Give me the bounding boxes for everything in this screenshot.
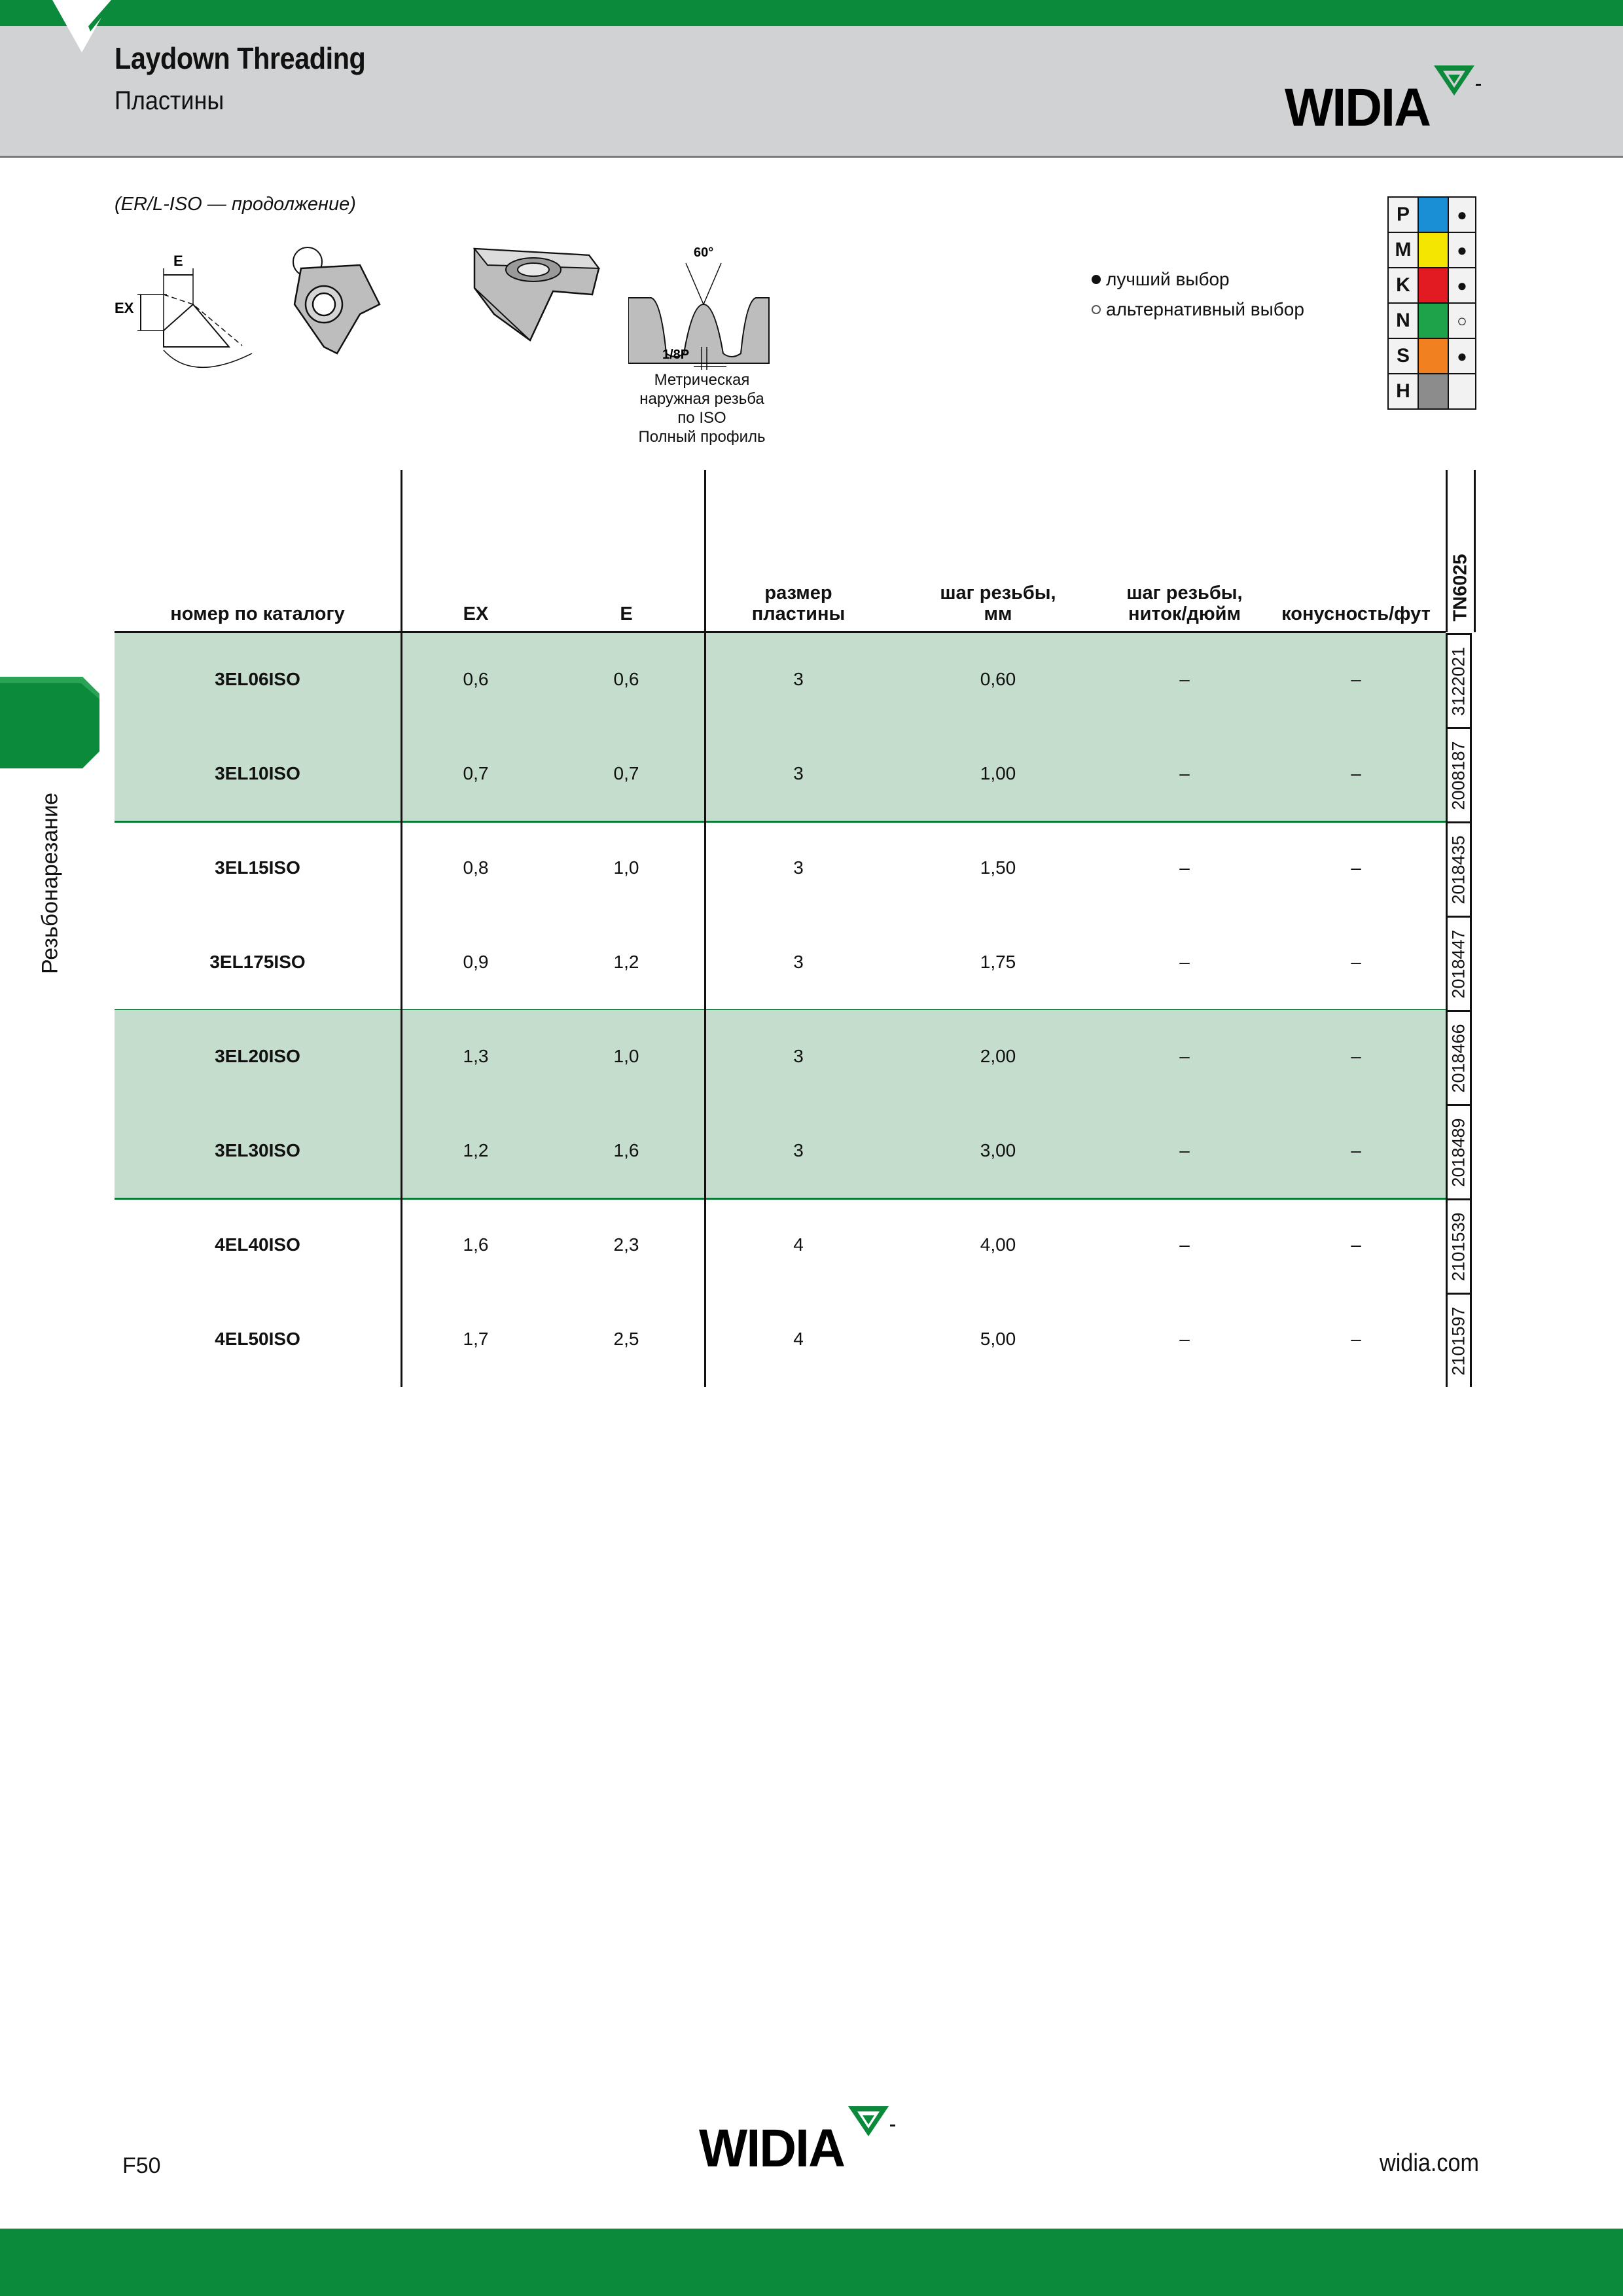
material-suitability-mark: ○ — [1448, 303, 1476, 338]
table-row — [115, 916, 1446, 1010]
cell-pitch-mm: 3,00 — [980, 1140, 1016, 1160]
cell-insert-size: 3 — [793, 1140, 804, 1160]
cell-pitch-tpi: – — [1179, 1234, 1190, 1255]
header-pitch-mm: шаг резьбы, мм — [940, 583, 1056, 624]
legend-alternative: альтернативный выбор — [1092, 295, 1304, 325]
legend — [1092, 264, 1304, 325]
cell-taper: – — [1351, 1329, 1361, 1349]
table-row — [115, 821, 1446, 916]
cell-e: 0,7 — [613, 763, 639, 783]
page-number: F50 — [122, 2153, 161, 2178]
caption-line: Метрическая — [654, 371, 750, 389]
material-row — [1388, 197, 1476, 232]
cell-insert-size: 4 — [793, 1329, 804, 1349]
cell-insert-size: 3 — [793, 763, 804, 783]
insert-top-view-icon — [288, 242, 393, 360]
material-row — [1388, 268, 1476, 303]
cell-ex: 0,6 — [463, 669, 489, 689]
cell-taper: – — [1351, 857, 1361, 878]
cell-pitch-tpi: – — [1179, 669, 1190, 689]
filled-dot-icon — [1092, 275, 1101, 284]
widia-footer-logo — [699, 2106, 895, 2178]
caption-line: наружная резьба — [639, 390, 764, 408]
table-row — [115, 727, 1446, 821]
material-letter: N — [1388, 303, 1418, 338]
order-code: 2018447 — [1448, 929, 1469, 999]
cell-taper: – — [1351, 669, 1361, 689]
cell-taper: – — [1351, 1046, 1361, 1066]
material-letter: K — [1388, 268, 1418, 303]
insert-3d-view-icon — [468, 242, 605, 347]
material-letter: M — [1388, 232, 1418, 268]
caption-line: по ISO — [677, 409, 726, 427]
header-ex: EX — [463, 603, 489, 624]
cell-pitch-mm: 2,00 — [980, 1046, 1016, 1066]
material-letter: S — [1388, 338, 1418, 374]
cell-e: 2,3 — [613, 1234, 639, 1255]
ex-e-dimension-diagram — [111, 242, 262, 386]
order-code-cell — [1446, 727, 1472, 821]
order-code-cell — [1446, 1104, 1472, 1198]
cell-catalog: 3EL20ISO — [215, 1046, 300, 1066]
cell-ex: 0,9 — [463, 952, 489, 972]
svg-text:EX: EX — [115, 300, 134, 316]
cell-ex: 0,8 — [463, 857, 489, 878]
material-suitability-mark: ● — [1448, 232, 1476, 268]
table-row — [115, 633, 1446, 727]
cell-catalog: 4EL50ISO — [215, 1329, 300, 1349]
top-green-bar — [0, 0, 1623, 26]
cell-pitch-mm: 1,50 — [980, 857, 1016, 878]
cell-catalog: 3EL30ISO — [215, 1140, 300, 1160]
svg-text:WIDIA: WIDIA — [1285, 78, 1431, 137]
material-suitability-mark: ● — [1448, 268, 1476, 303]
cell-pitch-mm: 5,00 — [980, 1329, 1016, 1349]
header-e: E — [620, 603, 633, 624]
cell-e: 2,5 — [613, 1329, 639, 1349]
order-code: 2101597 — [1448, 1306, 1469, 1376]
cell-catalog: 3EL06ISO — [215, 669, 300, 689]
grade-label: TN6025 — [1450, 554, 1471, 622]
svg-text:E: E — [173, 253, 183, 269]
order-code: 2008187 — [1448, 740, 1469, 810]
material-row — [1388, 338, 1476, 374]
cell-taper: – — [1351, 1140, 1361, 1160]
cell-catalog: 3EL175ISO — [209, 952, 306, 972]
cell-insert-size: 4 — [793, 1234, 804, 1255]
cell-pitch-tpi: – — [1179, 1329, 1190, 1349]
svg-text:60°: 60° — [694, 245, 714, 260]
material-color-swatch — [1418, 197, 1448, 232]
material-color-swatch — [1418, 338, 1448, 374]
cell-pitch-tpi: – — [1179, 952, 1190, 972]
material-letter: H — [1388, 374, 1418, 409]
cell-ex: 1,3 — [463, 1046, 489, 1066]
svg-text:WIDIA: WIDIA — [699, 2119, 845, 2178]
table-row — [115, 1104, 1446, 1198]
order-code: 2018435 — [1448, 834, 1469, 905]
order-code-cell — [1446, 916, 1472, 1010]
cell-pitch-mm: 1,75 — [980, 952, 1016, 972]
cell-e: 1,2 — [613, 952, 639, 972]
table-body — [115, 633, 1476, 1387]
cell-insert-size: 3 — [793, 857, 804, 878]
caption-line: Полный профиль — [638, 428, 766, 446]
cell-insert-size: 3 — [793, 1046, 804, 1066]
order-code-cell — [1446, 1010, 1472, 1104]
bottom-green-bar — [0, 2229, 1623, 2296]
order-code: 2018466 — [1448, 1023, 1469, 1093]
cell-taper: – — [1351, 1234, 1361, 1255]
cell-ex: 1,6 — [463, 1234, 489, 1255]
cell-pitch-tpi: – — [1179, 857, 1190, 878]
cell-ex: 0,7 — [463, 763, 489, 783]
column-divider — [401, 470, 402, 1387]
material-color-swatch — [1418, 303, 1448, 338]
cell-insert-size: 3 — [793, 669, 804, 689]
material-color-swatch — [1418, 374, 1448, 409]
thread-profile-diagram — [628, 242, 779, 373]
cell-e: 0,6 — [613, 669, 639, 689]
cell-catalog: 3EL15ISO — [215, 857, 300, 878]
cell-pitch-mm: 1,00 — [980, 763, 1016, 783]
order-code-cell — [1446, 821, 1472, 916]
grade-header-cell — [1446, 470, 1476, 632]
header-taper: конусность/фут — [1281, 603, 1431, 624]
material-row — [1388, 374, 1476, 409]
order-code-cell — [1446, 1198, 1472, 1293]
side-tab-label: Резьбонарезание — [37, 793, 63, 974]
cell-pitch-tpi: – — [1179, 1046, 1190, 1066]
open-dot-icon — [1092, 305, 1101, 314]
order-code: 2101539 — [1448, 1211, 1469, 1282]
material-suitability-mark — [1448, 374, 1476, 409]
order-code: 2018489 — [1448, 1117, 1469, 1187]
thread-profile-caption — [615, 370, 789, 446]
cell-e: 1,0 — [613, 1046, 639, 1066]
material-color-swatch — [1418, 268, 1448, 303]
header-insert-size: размер пластины — [751, 583, 846, 624]
cell-pitch-mm: 4,00 — [980, 1234, 1016, 1255]
cell-taper: – — [1351, 763, 1361, 783]
page-title: Laydown Threading — [115, 41, 366, 75]
cell-catalog: 3EL10ISO — [215, 763, 300, 783]
table-row — [115, 1010, 1446, 1104]
column-divider — [704, 470, 706, 1387]
order-code-cell — [1446, 1293, 1472, 1387]
cell-ex: 1,7 — [463, 1329, 489, 1349]
cell-catalog: 4EL40ISO — [215, 1234, 300, 1255]
widia-logo — [1285, 65, 1481, 137]
cell-pitch-mm: 0,60 — [980, 669, 1016, 689]
cell-insert-size: 3 — [793, 952, 804, 972]
svg-text:1/8P: 1/8P — [662, 348, 690, 362]
cell-pitch-tpi: – — [1179, 1140, 1190, 1160]
material-row — [1388, 232, 1476, 268]
table-row — [115, 1198, 1446, 1293]
order-code-cell — [1446, 633, 1472, 727]
corner-chevron-icon — [52, 0, 111, 52]
material-suitability-mark: ● — [1448, 338, 1476, 374]
table-row — [115, 1293, 1446, 1387]
cell-e: 1,6 — [613, 1140, 639, 1160]
material-letter: P — [1388, 197, 1418, 232]
material-grid — [1387, 196, 1476, 410]
legend-best: лучший выбор — [1092, 264, 1304, 295]
cell-ex: 1,2 — [463, 1140, 489, 1160]
website-link[interactable]: widia.com — [1380, 2149, 1480, 2177]
order-code: 3122021 — [1448, 646, 1469, 716]
material-row — [1388, 303, 1476, 338]
cell-e: 1,0 — [613, 857, 639, 878]
section-side-tab — [0, 677, 99, 768]
header-pitch-tpi: шаг резьбы, ниток/дюйм — [1126, 583, 1243, 624]
material-color-swatch — [1418, 232, 1448, 268]
material-suitability-mark: ● — [1448, 197, 1476, 232]
cell-taper: – — [1351, 952, 1361, 972]
cell-pitch-tpi: – — [1179, 763, 1190, 783]
continuation-note: (ER/L-ISO — продолжение) — [115, 194, 356, 215]
page-subtitle: Пластины — [115, 86, 224, 115]
header-catalog: номер по каталогу — [170, 603, 345, 624]
